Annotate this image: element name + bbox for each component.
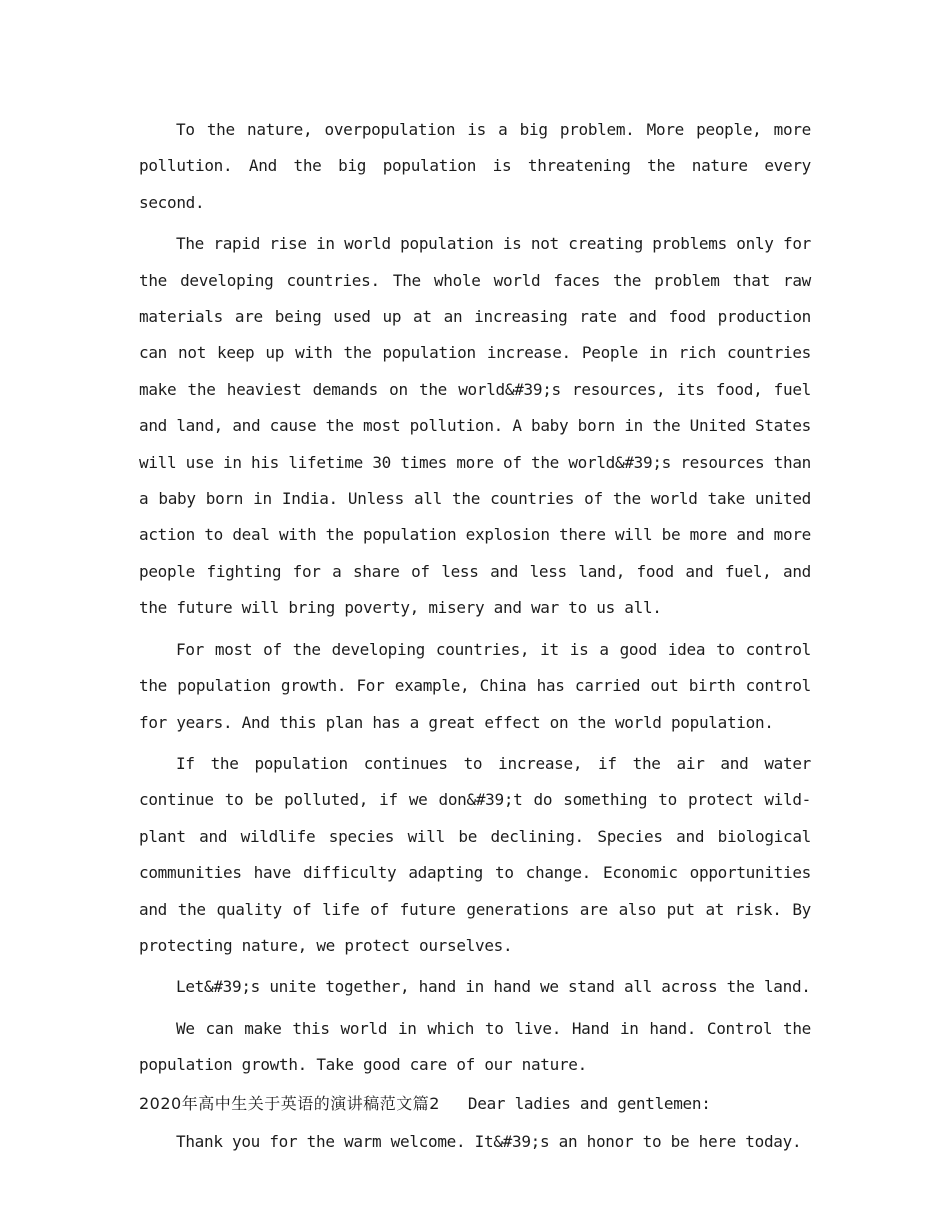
section-heading-line bbox=[139, 1089, 811, 1119]
paragraph-unite: Let&#39;s unite together, hand in hand we stand all across the land. bbox=[176, 977, 811, 997]
section-heading: 2020年高中生关于英语的演讲稿范文篇2 bbox=[139, 1093, 440, 1113]
paragraph-overpopulation: To the nature, overpopulation is a big problem. More people, more pollution. And the big population is threatening the nature every second. bbox=[139, 120, 811, 212]
paragraph-thank-you: Thank you for the warm welcome. It&#39;s an honor to be here today. bbox=[176, 1131, 802, 1151]
document-body bbox=[139, 112, 811, 1165]
paragraph-rapid-rise: The rapid rise in world population is not creating problems only for the developing countries. The whole world faces the problem that raw materials are being used up at an increasing rate and food production can not keep up with the population increase. People in rich countries make the heaviest demands on the world&#39;s resources, its food, fuel and land, and cause the most pollution. A baby born in the United States will use in his lifetime 30 times more of the world&#39;s resources than a baby born in India. Unless all the countries of the world take united action to deal with the population explosion there will be more and more people fighting for a share of less and less land, food and fuel, and the future will bring poverty, misery and war to us all. bbox=[139, 234, 811, 618]
paragraph-make-world: We can make this world in which to live. Hand in hand. Control the population growth. Take good care of our nature. bbox=[139, 1018, 811, 1075]
paragraph-developing-countries: For most of the developing countries, it is a good idea to control the population growth. For example, China has carried out birth control for years. And this plan has a great effect on the world population. bbox=[139, 639, 811, 732]
greeting: Dear ladies and gentlemen: bbox=[467, 1093, 711, 1113]
paragraph-population-increase: If the population continues to increase, if the air and water continue to be polluted, if we don&#39;t do something to protect wild-plant and wildlife species will be declining. Species and biological communities have difficulty adapting to change. Economic opportunities and the quality of life of future generations are also put at risk. By protecting nature, we protect ourselves. bbox=[139, 753, 811, 955]
